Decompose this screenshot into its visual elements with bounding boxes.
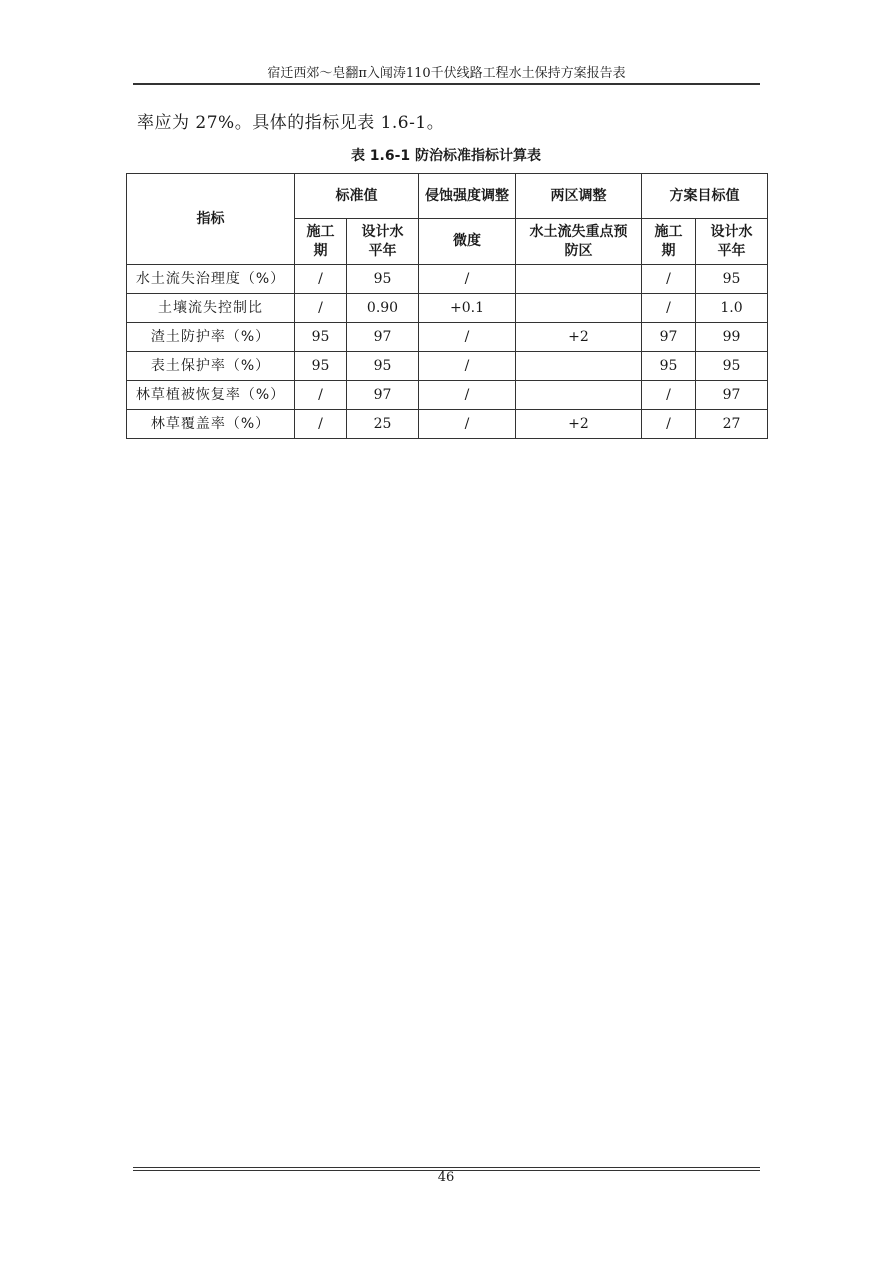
cell-erosion: / <box>419 410 516 439</box>
cell-erosion: / <box>419 352 516 381</box>
row-label: 表土保护率（%） <box>127 352 295 381</box>
header-design-year: 设计水平年 <box>347 219 419 265</box>
table-row <box>127 323 768 352</box>
cell-target-design: 97 <box>696 381 768 410</box>
header-construction: 施工期 <box>295 219 347 265</box>
footer-rule <box>133 1167 760 1168</box>
cell-region <box>516 294 642 323</box>
cell-target-design: 27 <box>696 410 768 439</box>
row-label: 渣土防护率（%） <box>127 323 295 352</box>
cell-target-construction: 95 <box>642 352 696 381</box>
cell-standard-construction: / <box>295 265 347 294</box>
cell-standard-design: 97 <box>347 381 419 410</box>
cell-standard-construction: 95 <box>295 323 347 352</box>
cell-standard-construction: / <box>295 381 347 410</box>
cell-erosion: / <box>419 265 516 294</box>
cell-region <box>516 381 642 410</box>
cell-target-construction: / <box>642 410 696 439</box>
cell-standard-design: 95 <box>347 352 419 381</box>
cell-region: +2 <box>516 410 642 439</box>
cell-erosion: / <box>419 381 516 410</box>
row-label: 土壤流失控制比 <box>127 294 295 323</box>
cell-erosion: / <box>419 323 516 352</box>
header-region-sub: 水土流失重点预防区 <box>516 219 642 265</box>
header-standard: 标准值 <box>295 174 419 219</box>
header-erosion-adjust: 侵蚀强度调整 <box>419 174 516 219</box>
page-header-title: 宿迁西郊～皂翻π入闻涛110千伏线路工程水土保持方案报告表 <box>267 66 626 81</box>
indicator-table <box>126 173 768 439</box>
table-row <box>127 352 768 381</box>
header-erosion-sub: 微度 <box>419 219 516 265</box>
row-label: 水土流失治理度（%） <box>127 265 295 294</box>
header-region-adjust: 两区调整 <box>516 174 642 219</box>
cell-target-design: 1.0 <box>696 294 768 323</box>
cell-standard-construction: / <box>295 410 347 439</box>
table-row <box>127 265 768 294</box>
cell-target-design: 95 <box>696 352 768 381</box>
header-target-design-year: 设计水平年 <box>696 219 768 265</box>
cell-region: +2 <box>516 323 642 352</box>
cell-standard-design: 97 <box>347 323 419 352</box>
cell-erosion: +0.1 <box>419 294 516 323</box>
cell-target-construction: / <box>642 294 696 323</box>
header-indicator: 指标 <box>127 174 295 265</box>
row-label: 林草植被恢复率（%） <box>127 381 295 410</box>
header-target: 方案目标值 <box>642 174 768 219</box>
table-row <box>127 381 768 410</box>
page-number: 46 <box>437 1170 455 1185</box>
cell-target-construction: / <box>642 381 696 410</box>
cell-target-design: 95 <box>696 265 768 294</box>
cell-target-design: 99 <box>696 323 768 352</box>
header-rule <box>133 83 760 85</box>
cell-standard-construction: / <box>295 294 347 323</box>
row-label: 林草覆盖率（%） <box>127 410 295 439</box>
cell-region <box>516 352 642 381</box>
table-row <box>127 294 768 323</box>
cell-target-construction: / <box>642 265 696 294</box>
body-paragraph: 率应为 27%。具体的指标见表 1.6-1。 <box>137 113 445 133</box>
cell-standard-design: 25 <box>347 410 419 439</box>
cell-region <box>516 265 642 294</box>
cell-target-construction: 97 <box>642 323 696 352</box>
table-row <box>127 410 768 439</box>
cell-standard-design: 0.90 <box>347 294 419 323</box>
header-target-construction: 施工期 <box>642 219 696 265</box>
table-caption: 表 1.6-1 防治标准指标计算表 <box>350 148 542 164</box>
cell-standard-design: 95 <box>347 265 419 294</box>
cell-standard-construction: 95 <box>295 352 347 381</box>
